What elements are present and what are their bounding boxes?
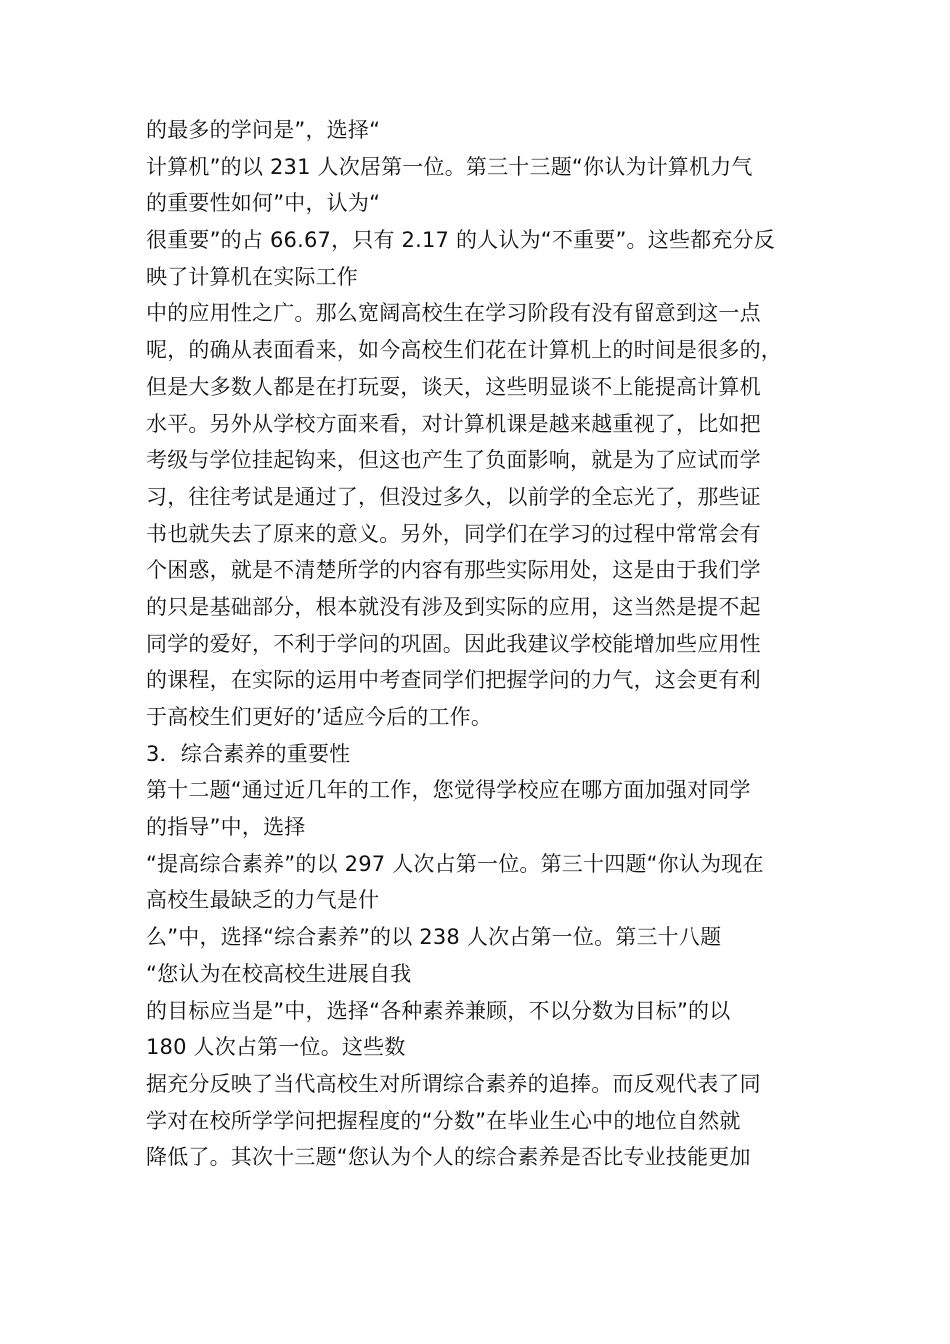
text-line: 但是大多数人都是在打玩耍，谈天，这些明显谈不上能提高计算机 — [146, 374, 761, 399]
body-text — [146, 112, 816, 1176]
text-line: 的目标应当是”中，选择“各种素养兼顾，不以分数为目标”的以 — [146, 998, 731, 1023]
text-line: 很重要”的占 66.67，只有 2.17 的人认为“不重要”。这些都充分反 — [146, 228, 775, 253]
text-line: 中的应用性之广。那么宽阔高校生在学习阶段有没有留意到这一点 — [146, 301, 761, 326]
text-line: 学对在校所学学问把握程度的“分数”在毕业生心中的地位自然就 — [146, 1108, 741, 1133]
text-line: 个困惑，就是不清楚所学的内容有那些实际用处，这是由于我们学 — [146, 558, 761, 583]
text-line: 第十二题“通过近几年的工作，您觉得学校应在哪方面加强对同学 — [146, 778, 751, 803]
text-line: 习，往往考试是通过了，但没过多久，以前学的全忘光了，那些证 — [146, 484, 761, 509]
text-line: 高校生最缺乏的力气是什 — [146, 888, 380, 913]
text-line: 180 人次占第一位。这些数 — [146, 1035, 406, 1060]
text-line: 据充分反映了当代高校生对所谓综合素养的追捧。而反观代表了同 — [146, 1071, 761, 1096]
text-line: 的指导”中，选择 — [146, 815, 306, 840]
text-line: 于高校生们更好的’适应今后的工作。 — [146, 705, 493, 729]
text-line: 的最多的学问是”，选择“ — [146, 118, 381, 142]
text-line: “您认为在校高校生进展自我 — [146, 961, 412, 986]
text-line: 映了计算机在实际工作 — [146, 264, 358, 289]
text-line: 同学的爱好，不利于学问的巩固。因此我建议学校能增加些应用性 — [146, 631, 761, 656]
text-line: 水平。另外从学校方面来看，对计算机课是越来越重视了，比如把 — [146, 411, 761, 436]
text-line: 的重要性如何”中，认为“ — [146, 191, 381, 216]
text-line: “提高综合素养”的以 297 人次占第一位。第三十四题“你认为现在 — [146, 851, 764, 876]
text-line: 降低了。其次十三题“您认为个人的综合素养是否比专业技能更加 — [146, 1145, 751, 1170]
text-line: 书也就失去了原来的意义。另外，同学们在学习的过程中常常会有 — [146, 521, 761, 546]
text-line: 计算机”的以 231 人次居第一位。第三十三题“你认为计算机力气 — [146, 154, 753, 179]
text-line: 考级与学位挂起钩来，但这也产生了负面影响，就是为了应试而学 — [146, 448, 761, 473]
section-heading: 3．综合素养的重要性 — [146, 741, 351, 766]
text-line: 么”中，选择“综合素养”的以 238 人次占第一位。第三十八题 — [146, 925, 722, 950]
text-line: 的课程，在实际的运用中考查同学们把握学问的力气，这会更有利 — [146, 668, 761, 693]
text-line: 的只是基础部分，根本就没有涉及到实际的应用，这当然是提不起 — [146, 594, 761, 619]
text-line: 呢，的确从表面看来，如今高校生们花在计算机上的时间是很多的， — [146, 338, 782, 363]
